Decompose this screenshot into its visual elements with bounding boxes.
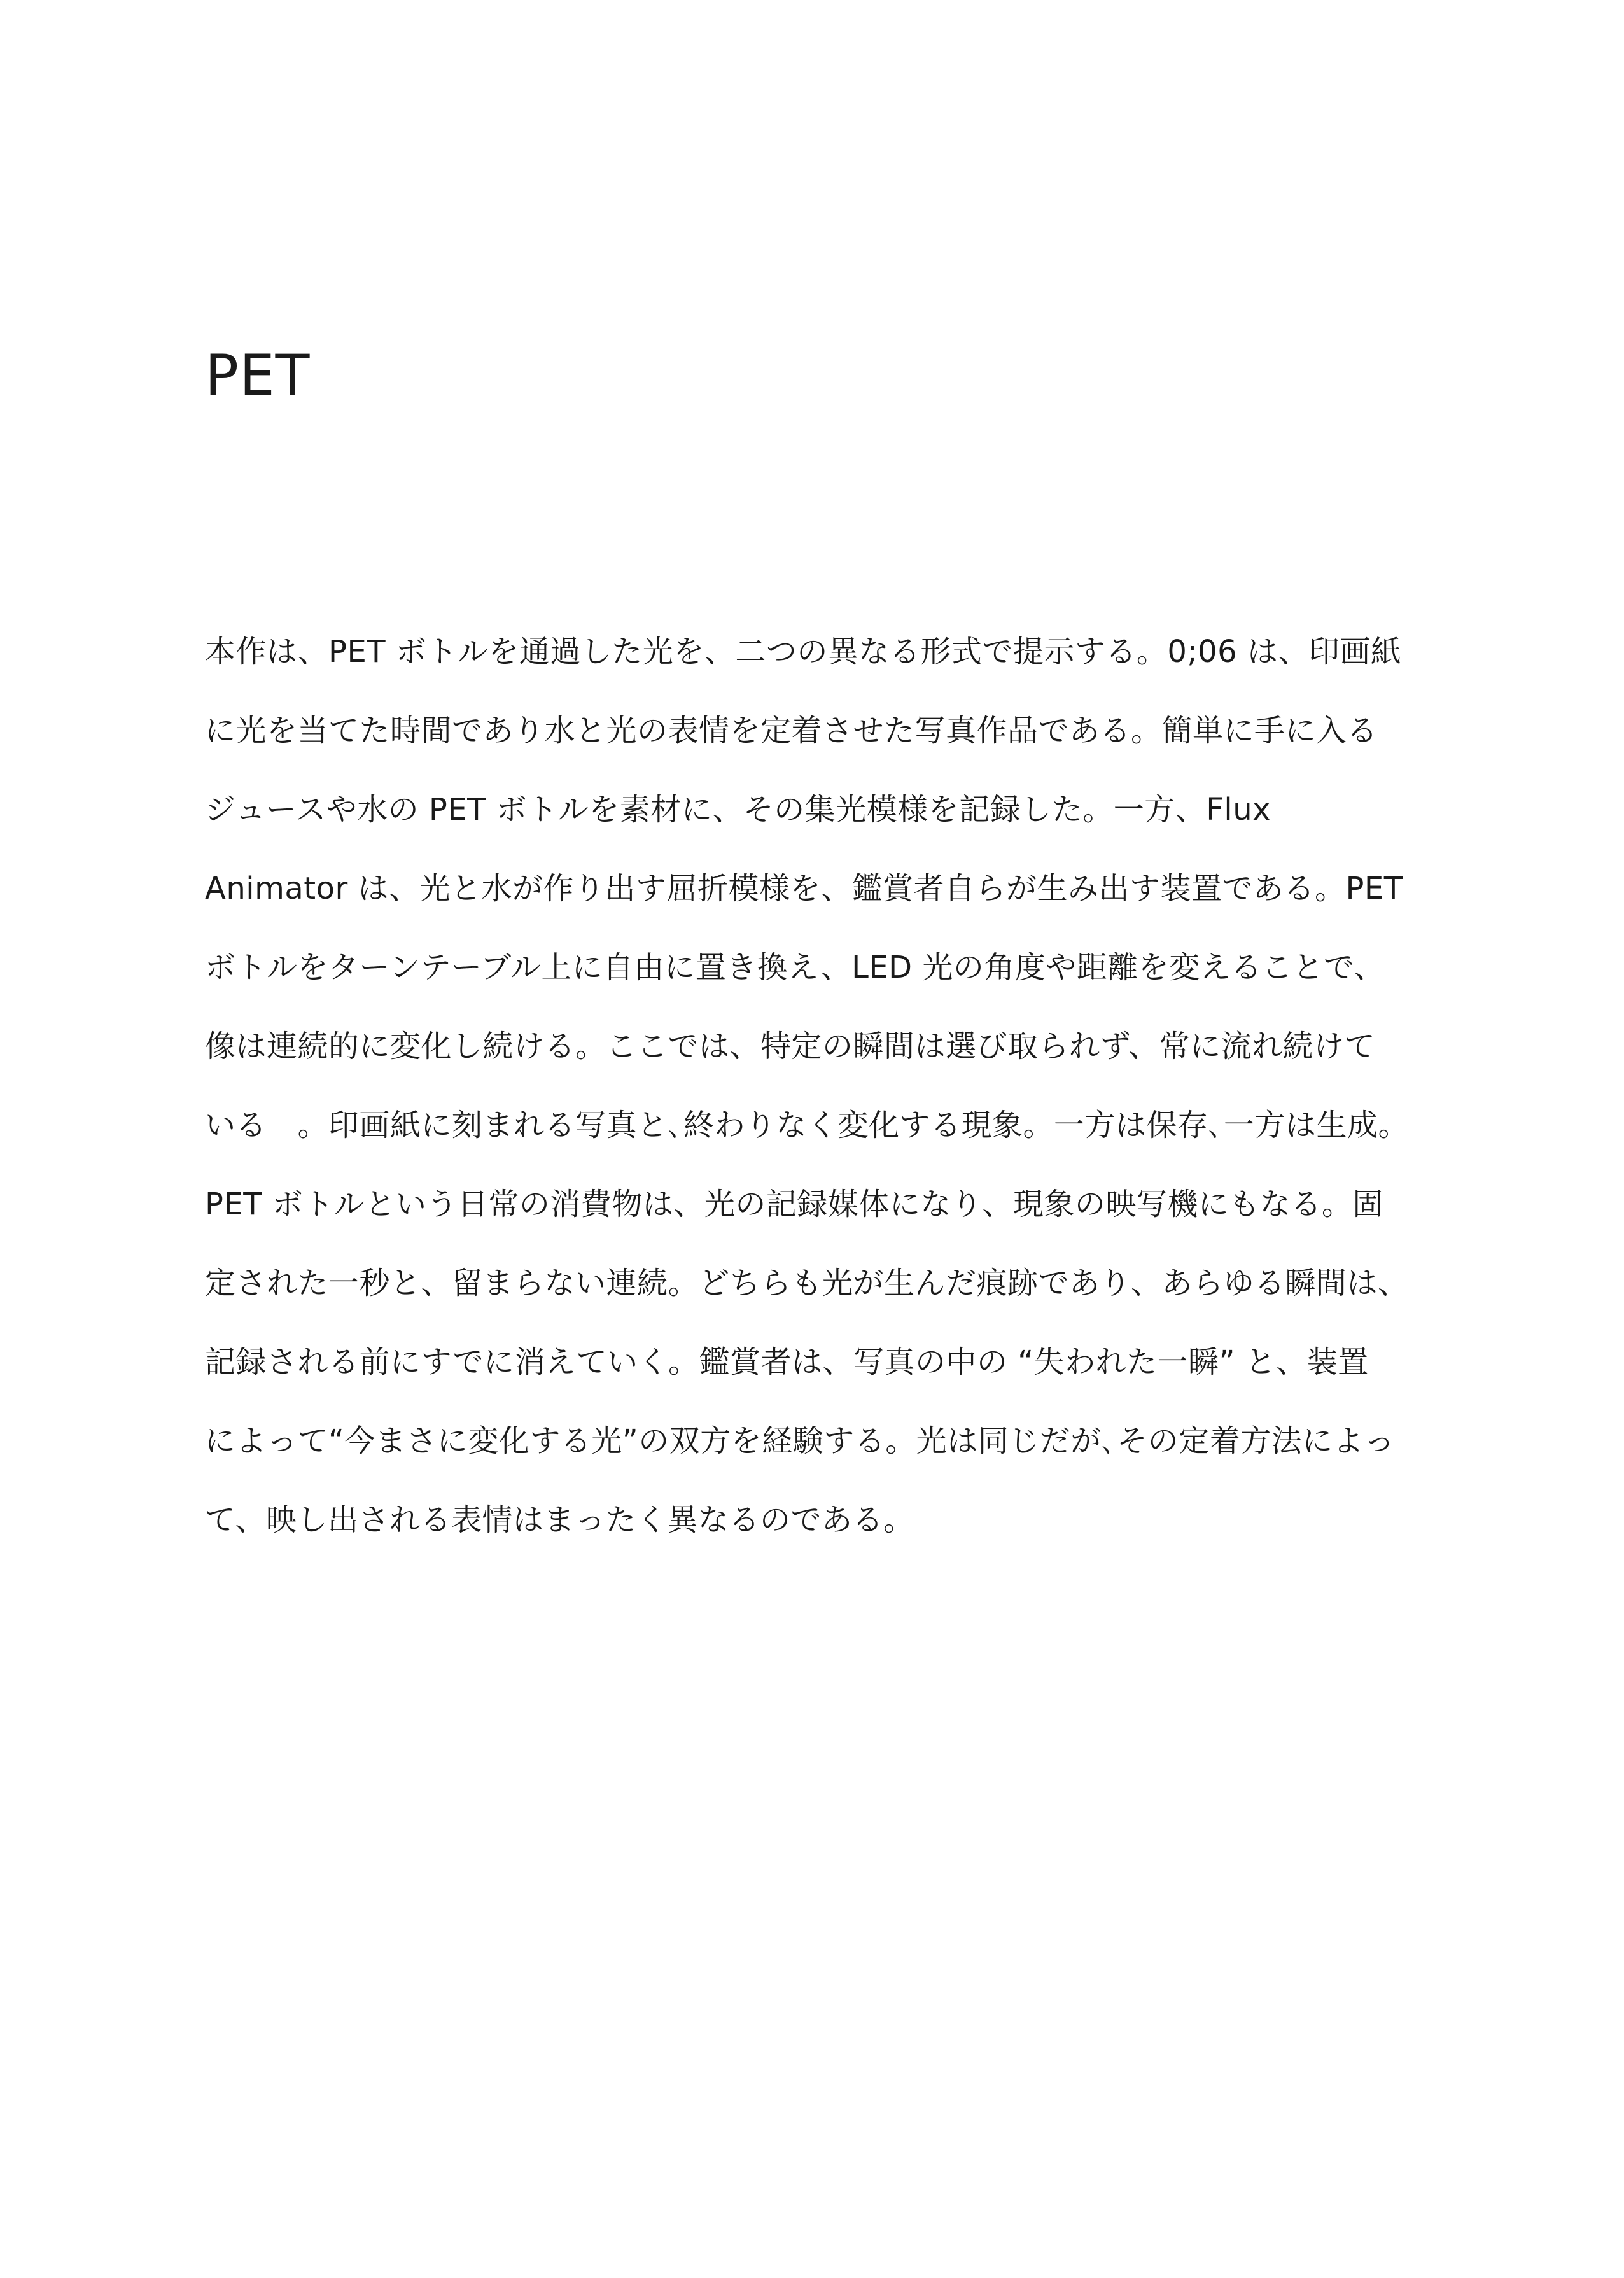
text-line: Animator は、光と水が作り出す屈折模様を、鑑賞者自らが生み出す装置である。PET: [205, 871, 1403, 906]
text-line: PET ボトルという日常の消費物は、光の記録媒体になり、現象の映写機にもなる。固: [205, 1186, 1383, 1222]
text-line: 記録される前にすでに消えていく。鑑賞者は、写真の中の “失われた一瞬” と、装置: [205, 1344, 1369, 1380]
text-line: 像は連続的に変化し続ける。ここでは、特定の瞬間は選び取られず、常に流れ続けて: [205, 1029, 1376, 1064]
text-line: によって“今まさに変化する光”の双方を経験する。光は同じだが､その定着方法によっ: [205, 1423, 1395, 1459]
text-line: に光を当てた時間であり水と光の表情を定着させた写真作品である。簡単に手に入る: [205, 713, 1378, 749]
text-line: 本作は、PET ボトルを通過した光を、二つの異なる形式で提示する。0;06 は、印画紙: [205, 634, 1402, 670]
text-line: ボトルをターンテーブル上に自由に置き換え、LED 光の角度や距離を変えることで、: [205, 950, 1385, 985]
body-paragraph: [205, 612, 1452, 1559]
text-line: ジュースや水の PET ボトルを素材に、その集光模様を記録した。一方、Flux: [205, 792, 1271, 827]
text-line: 定された一秒と、留まらない連続。どちらも光が生んだ痕跡であり、あらゆる瞬間は、: [205, 1265, 1409, 1301]
text-line: いる 。印画紙に刻まれる写真と､終わりなく変化する現象。一方は保存､一方は生成。: [205, 1107, 1410, 1143]
document-title: PET: [205, 342, 311, 408]
text-line: て、映し出される表情はまったく異なるのである。: [205, 1502, 914, 1538]
